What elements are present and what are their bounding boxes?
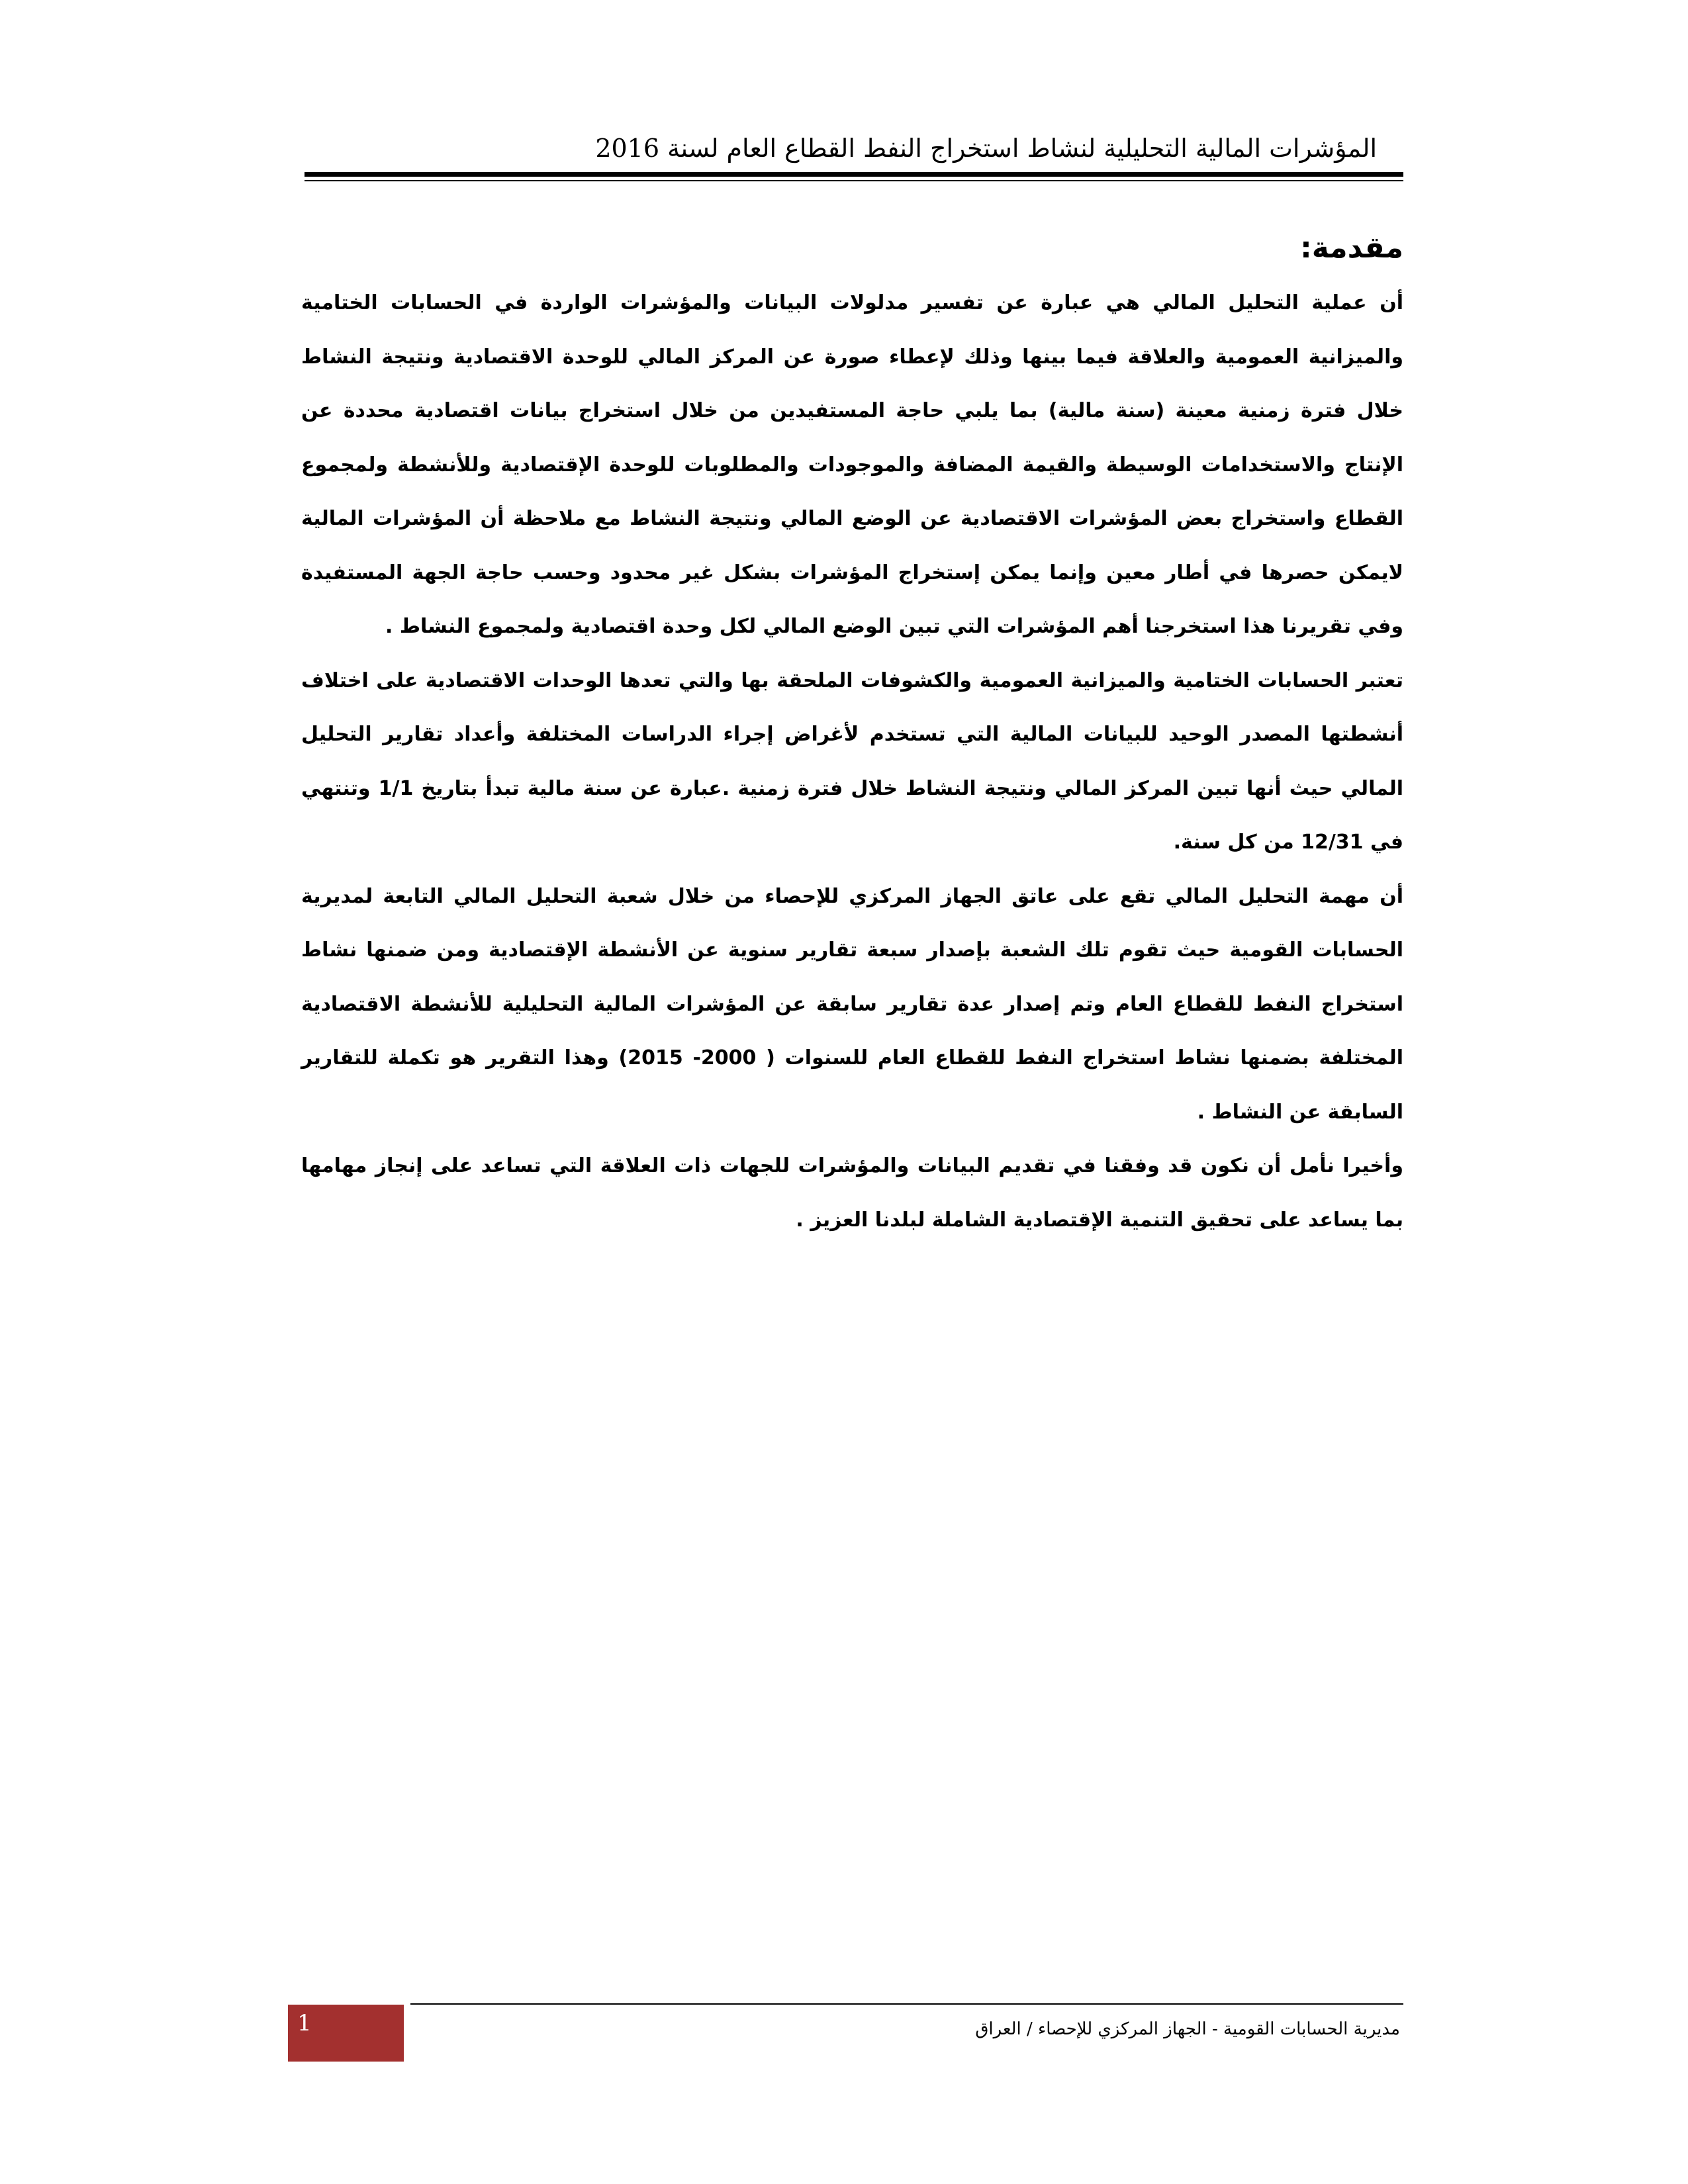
header-divider-thin: [305, 180, 1403, 181]
header-divider-thick: [305, 172, 1403, 177]
page-header-title: المؤشرات المالية التحليلية لنشاط استخراج النفط القطاع العام لسنة 2016: [595, 134, 1377, 163]
section-heading-introduction: مقدمة:: [1300, 231, 1403, 265]
paragraph-closing: وأخيرا نأمل أن نكون قد وفقنا في تقديم البيانات والمؤشرات للجهات ذات العلاقة التي تساعد على إنجاز مهامها بما يساعد على تحقيق التنمية الإقتصادية الشاملة لبلدنا العزيز .: [301, 1154, 1403, 1232]
paragraph-financial-analysis-definition: أن عملية التحليل المالي هي عبارة عن تفسير مدلولات البيانات والمؤشرات الواردة في الحسابات الختامية والميزانية العمومية والعلاقة فيما بينها وذلك لإعطاء صورة عن المركز المالي للوحدة الاقتصادية ونتيجة النشاط خلال فترة زمنية معينة (سنة مالية) بما يلبي حاجة المستفيدين من خلال استخراج بيانات اقتصادية محددة عن الإنتاج والاستخدامات الوسيطة والقيمة المضافة والموجودات والمطلوبات للوحدة الإقتصادية وللأنشطة ولمجموع القطاع واستخراج بعض المؤشرات الاقتصادية عن الوضع المالي ونتيجة النشاط مع ملاحظة أن المؤشرات المالية لايمكن حصرها في أطار معين وإنما يمكن إستخراج المؤشرات بشكل غير محدود وحسب حاجة الجهة المستفيدة وفي تقريرنا هذا استخرجنا أهم المؤشرات التي تبين الوضع المالي لكل وحدة اقتصادية ولمجموع النشاط .: [301, 291, 1403, 638]
paragraph-data-sources: تعتبر الحسابات الختامية والميزانية العمومية والكشوفات الملحقة بها والتي تعدها الوحدات الاقتصادية على اختلاف أنشطتها المصدر الوحيد للبيانات المالية التي تستخدم لأغراض إجراء الدراسات المختلفة وأعداد تقارير التحليل المالي حيث أنها تبين المركز المالي ونتيجة النشاط خلال فترة زمنية .عبارة عن سنة مالية تبدأ بتاريخ 1/1 وتنتهي في 12/31 من كل سنة.: [301, 668, 1403, 854]
footer-organization: مديرية الحسابات القومية - الجهاز المركزي للإحصاء / العراق: [975, 2019, 1400, 2039]
paragraph-task-responsibility: أن مهمة التحليل المالي تقع على عاتق الجهاز المركزي للإحصاء من خلال شعبة التحليل المالي التابعة لمديرية الحسابات القومية حيث تقوم تلك الشعبة بإصدار سبعة تقارير سنوية عن الأنشطة الإقتصادية ومن ضمنها نشاط استخراج النفط للقطاع العام وتم إصدار عدة تقارير سابقة عن المؤشرات المالية التحليلية للأنشطة الاقتصادية المختلفة بضمنها نشاط استخراج النفط للقطاع العام للسنوات ( 2000- 2015) وهذا التقرير هو تكملة للتقارير السابقة عن النشاط .: [301, 884, 1404, 1124]
footer-divider: [410, 2003, 1403, 2005]
page-number-badge: [288, 2005, 404, 2062]
document-body: [301, 228, 1403, 1247]
page-number: 1: [297, 2010, 312, 2036]
